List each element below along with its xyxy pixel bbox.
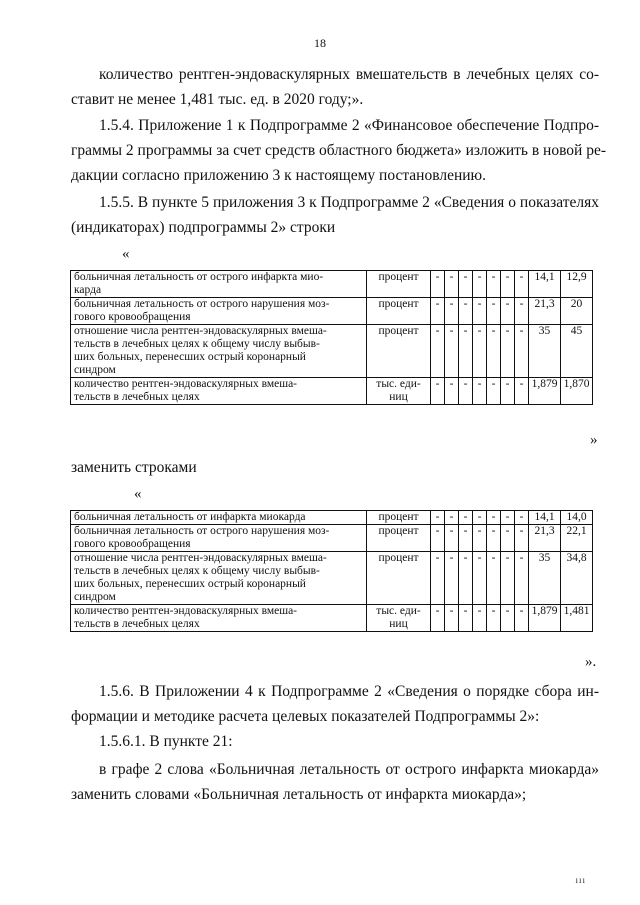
empty-value-cell: - xyxy=(431,271,445,298)
new-indicators-table xyxy=(70,510,593,632)
empty-value-cell: - xyxy=(487,378,501,405)
indicator-name-line: карда xyxy=(74,284,102,296)
close-quote-1: » xyxy=(590,432,598,448)
unit-line: процент xyxy=(378,325,419,337)
empty-value-cell: - xyxy=(431,511,445,525)
indicator-name-line: тельств в лечебных целях к общему числу выбыв- xyxy=(74,338,320,350)
indicator-name-line: больничная летальность от инфаркта миокарда xyxy=(74,511,306,523)
empty-value-cell: - xyxy=(515,525,529,552)
para1-line1: количество рентген-эндоваскулярных вмешательств в лечебных целях со- xyxy=(99,66,599,83)
table-row xyxy=(71,511,593,525)
empty-value-cell: - xyxy=(445,552,459,605)
table-row xyxy=(71,298,593,325)
empty-value-cell: - xyxy=(431,325,445,378)
empty-value-cell: - xyxy=(445,525,459,552)
indicator-name-line: количество рентген-эндоваскулярных вмеша- xyxy=(74,605,297,617)
para3-line2: (индикаторах) подпрограммы 2» строки xyxy=(71,219,336,236)
empty-value-cell: - xyxy=(459,325,473,378)
empty-value-cell: - xyxy=(501,378,515,405)
indicator-name-line: тельств в лечебных целях к общему числу выбыв- xyxy=(74,565,320,577)
open-quote-2: « xyxy=(134,486,142,502)
value-cell: 1,481 xyxy=(561,605,593,632)
empty-value-cell: - xyxy=(515,511,529,525)
indicator-name-cell xyxy=(71,511,367,525)
unit-line: тыс. еди- xyxy=(376,605,421,617)
indicator-name-line: больничная летальность от острого нарушения моз- xyxy=(74,298,330,310)
empty-value-cell: - xyxy=(431,378,445,405)
empty-value-cell: - xyxy=(445,325,459,378)
empty-value-cell: - xyxy=(445,298,459,325)
table-row xyxy=(71,605,593,632)
empty-value-cell: - xyxy=(473,378,487,405)
empty-value-cell: - xyxy=(431,552,445,605)
empty-value-cell: - xyxy=(459,552,473,605)
empty-value-cell: - xyxy=(459,378,473,405)
table-row xyxy=(71,378,593,405)
indicator-name-line: синдром xyxy=(74,364,116,376)
empty-value-cell: - xyxy=(473,511,487,525)
value-cell: 1,879 xyxy=(529,605,561,632)
empty-value-cell: - xyxy=(431,298,445,325)
para6-line1: в графе 2 слова «Больничная летальность от острого инфаркта миокарда» xyxy=(99,761,599,778)
value-cell: 14,0 xyxy=(561,511,593,525)
para2-line3: дакции согласно приложению 3 к настоящему постановлению. xyxy=(71,167,486,184)
empty-value-cell: - xyxy=(445,378,459,405)
empty-value-cell: - xyxy=(445,605,459,632)
empty-value-cell: - xyxy=(515,298,529,325)
table-row xyxy=(71,552,593,605)
indicator-name-cell xyxy=(71,378,367,405)
empty-value-cell: - xyxy=(487,552,501,605)
empty-value-cell: - xyxy=(487,511,501,525)
empty-value-cell: - xyxy=(459,605,473,632)
table-row xyxy=(71,525,593,552)
page-number: 18 xyxy=(314,36,326,50)
indicator-name-line: количество рентген-эндоваскулярных вмеша- xyxy=(74,378,297,390)
empty-value-cell: - xyxy=(459,525,473,552)
value-cell: 45 xyxy=(561,325,593,378)
empty-value-cell: - xyxy=(515,325,529,378)
empty-value-cell: - xyxy=(501,271,515,298)
indicator-name-cell xyxy=(71,605,367,632)
unit-line: ниц xyxy=(389,391,408,403)
value-cell: 20 xyxy=(561,298,593,325)
old-indicators-table xyxy=(70,270,593,405)
para2-line2: граммы 2 программы за счет средств областного бюджета» изложить в новой ре- xyxy=(71,142,606,159)
empty-value-cell: - xyxy=(515,552,529,605)
empty-value-cell: - xyxy=(515,378,529,405)
indicator-name-line: тельств в лечебных целях xyxy=(74,391,200,403)
indicator-name-line: отношение числа рентген-эндоваскулярных вмеша- xyxy=(74,552,327,564)
empty-value-cell: - xyxy=(473,325,487,378)
empty-value-cell: - xyxy=(487,298,501,325)
unit-line: процент xyxy=(378,298,419,310)
unit-cell xyxy=(367,552,431,605)
unit-cell xyxy=(367,525,431,552)
unit-line: процент xyxy=(378,552,419,564)
empty-value-cell: - xyxy=(473,552,487,605)
empty-value-cell: - xyxy=(431,525,445,552)
empty-value-cell: - xyxy=(445,271,459,298)
empty-value-cell: - xyxy=(501,511,515,525)
indicator-name-line: больничная летальность от острого инфаркта мио- xyxy=(74,271,324,283)
unit-cell xyxy=(367,511,431,525)
para6-line2: заменить словами «Больничная летальность от инфаркта миокарда»; xyxy=(71,786,527,803)
empty-value-cell: - xyxy=(473,271,487,298)
unit-line: процент xyxy=(378,511,419,523)
value-cell: 1,870 xyxy=(561,378,593,405)
value-cell: 1,879 xyxy=(529,378,561,405)
indicator-name-line: ших больных, перенесших острый коронарный xyxy=(74,578,306,590)
empty-value-cell: - xyxy=(445,511,459,525)
empty-value-cell: - xyxy=(459,298,473,325)
value-cell: 35 xyxy=(529,552,561,605)
indicator-name-cell xyxy=(71,271,367,298)
unit-line: тыс. еди- xyxy=(376,378,421,390)
indicator-name-cell xyxy=(71,298,367,325)
para3-line1: 1.5.5. В пункте 5 приложения 3 к Подпрограмме 2 «Сведения о показателях xyxy=(99,194,599,211)
empty-value-cell: - xyxy=(501,525,515,552)
value-cell: 21,3 xyxy=(529,298,561,325)
empty-value-cell: - xyxy=(459,511,473,525)
empty-value-cell: - xyxy=(487,525,501,552)
para4-line2: формации и методике расчета целевых показателей Подпрограммы 2»: xyxy=(71,708,540,725)
indicator-name-line: тельств в лечебных целях xyxy=(74,618,200,630)
para5: 1.5.6.1. В пункте 21: xyxy=(99,733,233,750)
indicator-name-line: гового кровообращения xyxy=(74,538,191,550)
unit-line: ниц xyxy=(389,618,408,630)
replace-instruction: заменить строками xyxy=(71,459,197,476)
para4-line1: 1.5.6. В Приложении 4 к Подпрограмме 2 «Сведения о порядке сбора ин- xyxy=(99,683,599,700)
empty-value-cell: - xyxy=(487,605,501,632)
empty-value-cell: - xyxy=(501,325,515,378)
close-quote-2: ». xyxy=(585,654,597,670)
para2-line1: 1.5.4. Приложение 1 к Подпрограмме 2 «Финансовое обеспечение Подпро- xyxy=(99,117,599,134)
value-cell: 12,9 xyxy=(561,271,593,298)
open-quote-1: « xyxy=(122,246,130,262)
value-cell: 14,1 xyxy=(529,271,561,298)
empty-value-cell: - xyxy=(515,271,529,298)
para1-line2: ставит не менее 1,481 тыс. ед. в 2020 году;». xyxy=(71,91,364,108)
footer-mark: ııı xyxy=(575,875,586,885)
value-cell: 22,1 xyxy=(561,525,593,552)
unit-line: процент xyxy=(378,271,419,283)
indicator-name-line: ших больных, перенесших острый коронарный xyxy=(74,351,306,363)
value-cell: 21,3 xyxy=(529,525,561,552)
unit-cell xyxy=(367,605,431,632)
empty-value-cell: - xyxy=(501,298,515,325)
indicator-name-line: гового кровообращения xyxy=(74,311,191,323)
empty-value-cell: - xyxy=(473,525,487,552)
unit-cell xyxy=(367,325,431,378)
empty-value-cell: - xyxy=(487,271,501,298)
empty-value-cell: - xyxy=(501,552,515,605)
indicator-name-cell xyxy=(71,552,367,605)
indicator-name-cell xyxy=(71,325,367,378)
empty-value-cell: - xyxy=(487,325,501,378)
empty-value-cell: - xyxy=(473,605,487,632)
indicator-name-cell xyxy=(71,525,367,552)
unit-cell xyxy=(367,378,431,405)
indicator-name-line: отношение числа рентген-эндоваскулярных вмеша- xyxy=(74,325,327,337)
empty-value-cell: - xyxy=(473,298,487,325)
empty-value-cell: - xyxy=(431,605,445,632)
table-row xyxy=(71,271,593,298)
unit-cell xyxy=(367,298,431,325)
unit-cell xyxy=(367,271,431,298)
value-cell: 35 xyxy=(529,325,561,378)
indicator-name-line: больничная летальность от острого нарушения моз- xyxy=(74,525,330,537)
empty-value-cell: - xyxy=(515,605,529,632)
value-cell: 34,8 xyxy=(561,552,593,605)
unit-line: процент xyxy=(378,525,419,537)
table-row xyxy=(71,325,593,378)
empty-value-cell: - xyxy=(501,605,515,632)
value-cell: 14,1 xyxy=(529,511,561,525)
indicator-name-line: синдром xyxy=(74,591,116,603)
empty-value-cell: - xyxy=(459,271,473,298)
